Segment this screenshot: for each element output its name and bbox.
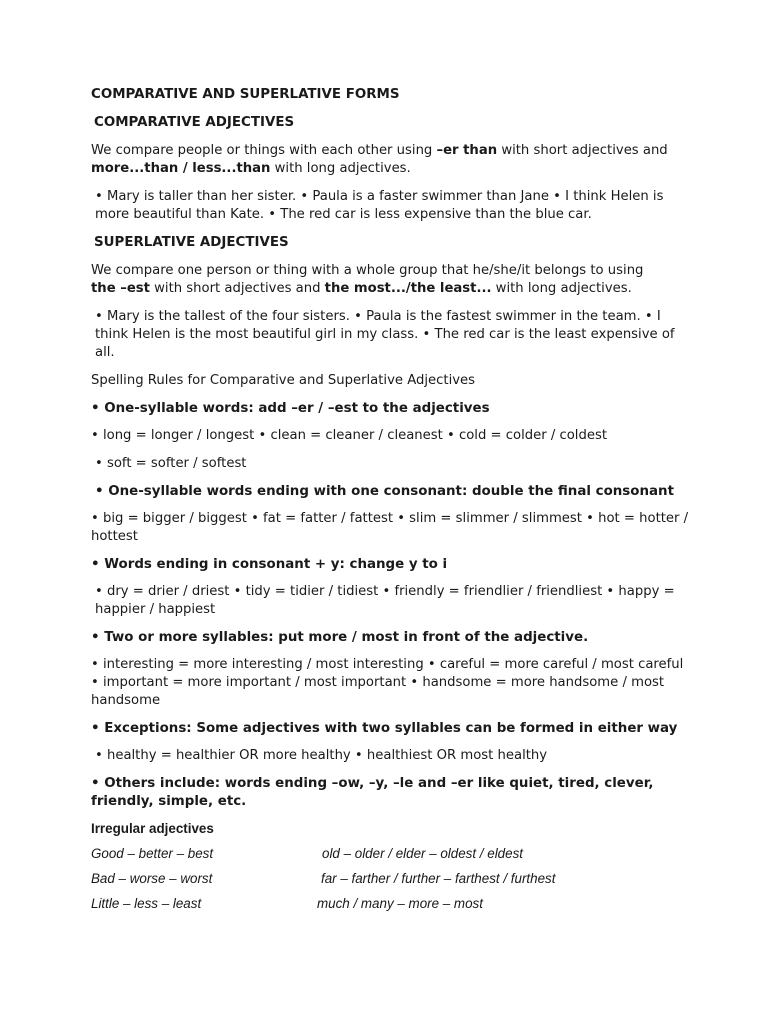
rule-two-syllables: • Two or more syllables: put more / most in front of the adjective. (91, 630, 589, 645)
superlative-heading: SUPERLATIVE ADJECTIVES (94, 235, 289, 250)
rule-others: • Others include: words ending –ow, –y, –le and –er like quiet, tired, clever, friendly, simple, etc. (91, 776, 654, 809)
rule-consonant-y: • Words ending in consonant + y: change y to i (91, 557, 448, 572)
rule-consonant-y-examples: • dry = drier / driest • tidy = tidier / tidiest • friendly = friendlier / friendliest • happy = happier / happiest (95, 584, 675, 617)
document-title: COMPARATIVE AND SUPERLATIVE FORMS (91, 87, 400, 102)
irregular-left: Bad – worse – worst (91, 871, 213, 886)
comparative-intro: We compare people or things with each other using –er than with short adjectives and more...than / less...than with long adjectives. (91, 143, 668, 176)
irregular-heading: Irregular adjectives (91, 821, 214, 836)
comparative-examples: • Mary is taller than her sister. • Paula is a faster swimmer than Jane • I think Helen is more beautiful than Kate. • The red car is less expensive than the blue car. (95, 189, 664, 222)
rule-one-syllable-examples-extra: • soft = softer / softest (95, 456, 247, 471)
irregular-left: Good – better – best (91, 846, 214, 861)
rule-double-consonant-examples: • big = bigger / biggest • fat = fatter / fattest • slim = slimmer / slimmest • hot = hotter / hottest (91, 511, 689, 544)
irregular-row (91, 846, 691, 871)
spelling-heading: Spelling Rules for Comparative and Superlative Adjectives (91, 373, 476, 388)
irregular-left: Little – less – least (91, 896, 202, 911)
irregular-right: far – farther / further – farthest / furthest (321, 871, 556, 886)
document-page (91, 86, 691, 921)
irregular-right: old – older / elder – oldest / eldest (322, 846, 523, 861)
superlative-examples: • Mary is the tallest of the four sisters. • Paula is the fastest swimmer in the team. • I think Helen is the most beautiful girl in my class. • The red car is the least expensive of all. (95, 309, 675, 360)
irregular-row (91, 871, 691, 896)
irregular-right: much / many – more – most (317, 896, 483, 911)
rule-exceptions: • Exceptions: Some adjectives with two syllables can be formed in either way (91, 721, 678, 736)
irregular-row (91, 896, 691, 921)
comparative-heading: COMPARATIVE ADJECTIVES (94, 115, 295, 130)
superlative-intro: We compare one person or thing with a whole group that he/she/it belongs to using the –est with short adjectives and the most.../the least... with long adjectives. (91, 263, 644, 296)
rule-double-consonant: • One-syllable words ending with one consonant: double the final consonant (95, 484, 674, 499)
rule-exceptions-examples: • healthy = healthier OR more healthy • healthiest OR most healthy (95, 748, 548, 763)
rule-two-syllables-examples: • interesting = more interesting / most interesting • careful = more careful / most careful • important = more important / most important • handsome = more handsome / most handsome (91, 657, 684, 708)
rule-one-syllable: • One-syllable words: add –er / –est to the adjectives (91, 401, 490, 416)
rule-one-syllable-examples: • long = longer / longest • clean = cleaner / cleanest • cold = colder / coldest (91, 428, 607, 443)
